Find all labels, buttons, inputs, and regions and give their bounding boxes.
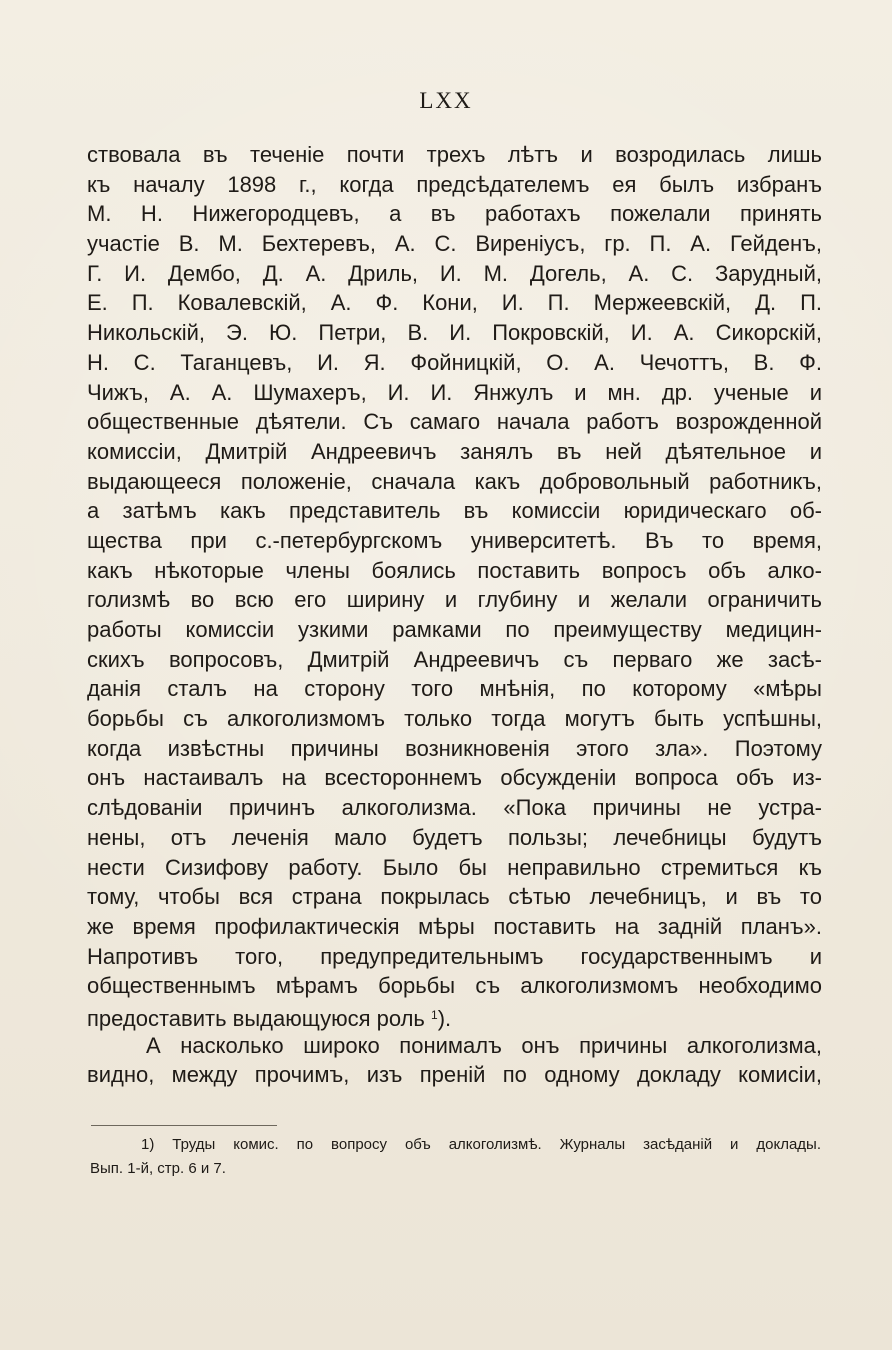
body-line-27: же время профилактическія мѣры поставить на задній планъ». [87, 913, 822, 939]
body-line-29: общественнымъ мѣрамъ борьбы съ алкоголизмомъ необходимо [87, 973, 822, 999]
body-line-6: Е. П. Ковалевскій, А. Ф. Кони, И. П. Мержеевскій, Д. П. [87, 290, 822, 316]
body-line-30 [87, 1001, 822, 1031]
body-line-26: тому, чтобы вся страна покрылась сѣтью лечебницъ, и въ то [87, 884, 822, 910]
page-number: LXX [419, 88, 473, 113]
body-line-5: Г. И. Дембо, Д. А. Дриль, И. М. Догель, А. С. Зарудный, [87, 260, 822, 286]
body-line-9: Чижъ, А. А. Шумахеръ, И. И. Янжулъ и мн. др. ученые и [87, 379, 822, 405]
footnote-1-line-1 [90, 1133, 821, 1157]
body-line-24: нены, отъ леченія мало будетъ пользы; лечебницы будутъ [87, 824, 822, 850]
body-line-8: Н. С. Таганцевъ, И. Я. Фойницкій, О. А. Чечоттъ, В. Ф. [87, 349, 822, 375]
footnote-divider [91, 1125, 277, 1126]
body-line-11: комиссіи, Дмитрій Андреевичъ занялъ въ ней дѣятельное и [87, 438, 822, 464]
main-text-block [87, 140, 822, 1090]
closing-paren: ). [437, 1005, 452, 1031]
body-line-2: къ началу 1898 г., когда предсѣдателемъ ея былъ избранъ [87, 171, 822, 197]
body-line-7: Никольскій, Э. Ю. Петри, В. И. Покровскій, И. А. Сикорскій, [87, 320, 822, 346]
body-line-14: щества при с.-петербургскомъ университетѣ. Въ то время, [87, 527, 822, 553]
footnotes [90, 1133, 821, 1181]
body-line-3: М. Н. Нижегородцевъ, а въ работахъ пожелали принять [87, 201, 822, 227]
body-line-18: скихъ вопросовъ, Дмитрій Андреевичъ съ перваго же засѣ- [87, 646, 822, 672]
footnote-marker: 1) [141, 1136, 155, 1153]
body-line-23: слѣдованіи причинъ алкоголизма. «Пока причины не устра- [87, 795, 822, 821]
body-line-16: голизмѣ во всю его ширину и глубину и желали ограничить [87, 587, 822, 613]
body-line-10: общественные дѣятели. Съ самаго начала работъ возрожденной [87, 409, 822, 435]
body-line-28: Напротивъ того, предупредительнымъ государственнымъ и [87, 943, 822, 969]
body-line-20: борьбы съ алкоголизмомъ только тогда могутъ быть успѣшны, [87, 706, 822, 732]
footnote-text-line-2: Вып. 1-й, стр. 6 и 7. [90, 1160, 226, 1177]
body-line-13: а затѣмъ какъ представитель въ комиссіи юридическаго об- [87, 498, 822, 524]
body-line-4: участіе В. М. Бехтеревъ, А. С. Виреніусъ, гр. П. А. Гейденъ, [87, 231, 822, 257]
body-line-25: нести Сизифову работу. Было бы неправильно стремиться къ [87, 854, 822, 880]
body-line-12: выдающееся положеніе, сначала какъ добровольный работникъ, [87, 468, 822, 494]
body-line-19: данія сталъ на сторону того мнѣнія, по которому «мѣры [87, 676, 822, 702]
body-line-21: когда извѣстны причины возникновенія этого зла». Поэтому [87, 735, 822, 761]
body-line-1: ствовала въ теченіе почти трехъ лѣтъ и возродилась лишь [87, 142, 822, 167]
paragraph2-line-1: А насколько широко понималъ онъ причины алкоголизма, [146, 1032, 822, 1058]
body-line-15: какъ нѣкоторые члены боялись поставить вопросъ объ алко- [87, 557, 822, 583]
footnote-text-line-1: Труды комис. по вопросу объ алкоголизмѣ. Журналы засѣданій и доклады. [172, 1136, 822, 1153]
body-line-22: онъ настаивалъ на всестороннемъ обсужденіи вопроса объ из- [87, 765, 822, 791]
body-line-30-text: предоставить выдающуюся роль [87, 1005, 425, 1031]
footnote-reference[interactable]: 1 [431, 1007, 438, 1022]
body-line-17: работы комиссіи узкими рамками по преимуществу медицин- [87, 617, 822, 642]
paragraph2-line-2: видно, между прочимъ, изъ преній по одному докладу комисіи, [87, 1062, 822, 1088]
